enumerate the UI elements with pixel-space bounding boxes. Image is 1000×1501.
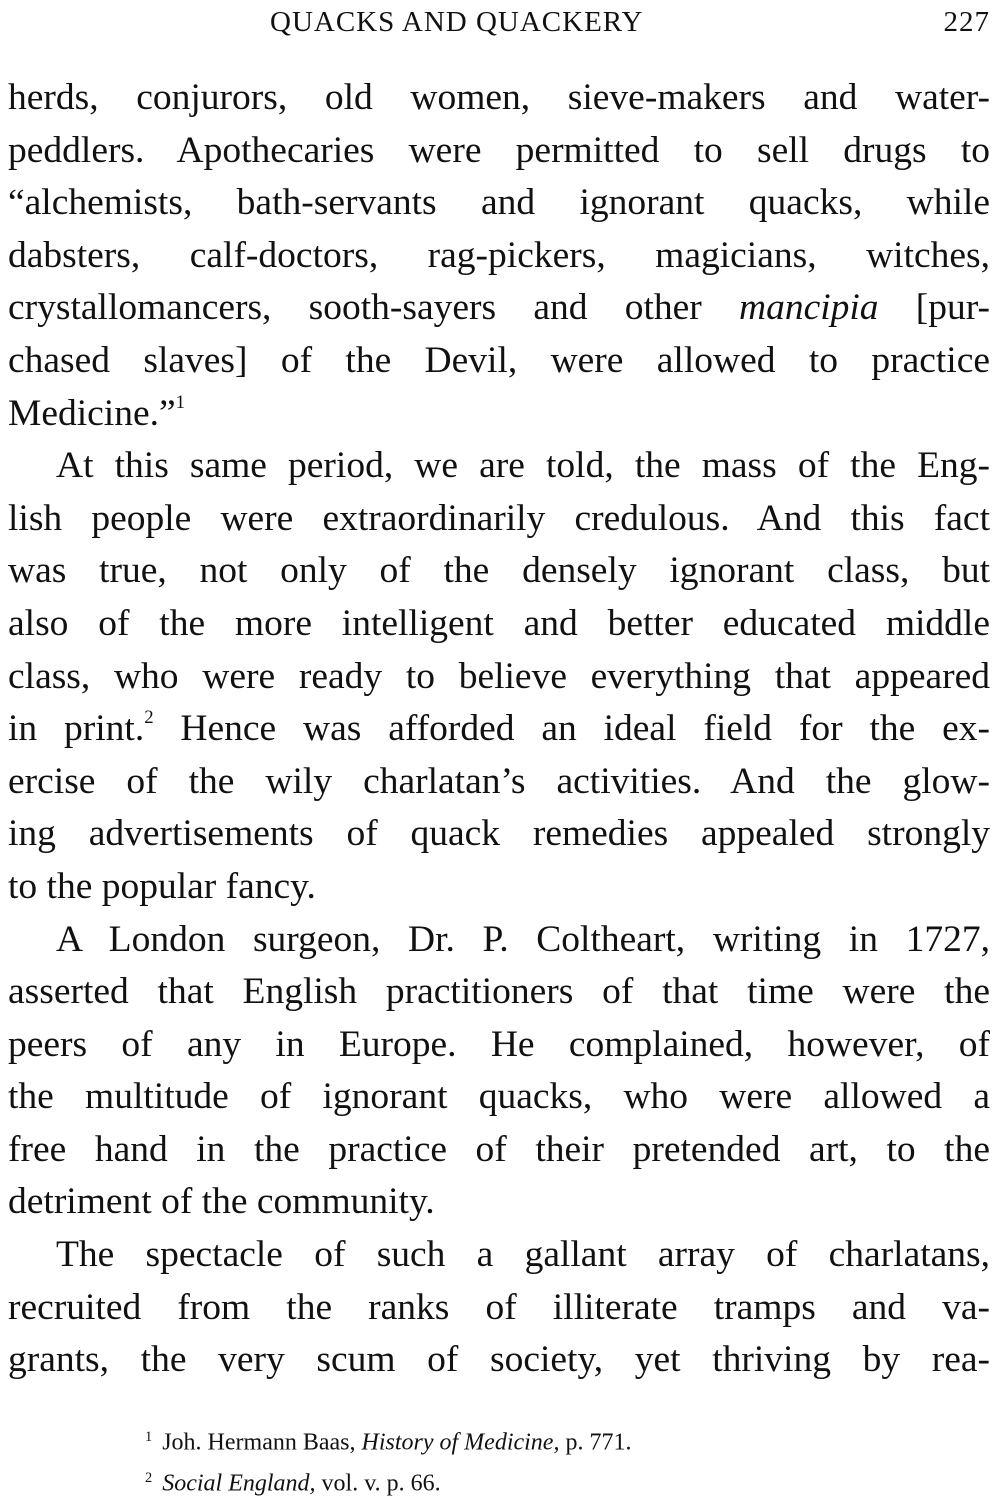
- footnote-text: p. 771.: [559, 1429, 632, 1456]
- footnote-title: History of Medicine,: [361, 1429, 560, 1456]
- text-line: recruited from the ranks of illiterate tramps and va-: [8, 1286, 990, 1328]
- italic-term: mancipia: [738, 287, 879, 329]
- paragraph-3: [8, 914, 990, 1230]
- paragraph-1: [8, 72, 990, 440]
- text-line: chased slaves] of the Devil, were allowed to practice: [8, 339, 990, 381]
- text-line: asserted that English practitioners of that time were the: [8, 971, 990, 1013]
- text-run: in print.: [8, 708, 145, 750]
- text-line: ing advertisements of quack remedies appealed strongly: [8, 813, 990, 855]
- text-run: crystallomancers, sooth-sayers and other: [8, 287, 739, 329]
- paragraph-2: [8, 440, 990, 913]
- text-line: dabsters, calf-doctors, rag-pickers, magicians, witches,: [8, 234, 990, 276]
- footnote-reference: 2: [144, 707, 154, 729]
- text-line: [8, 703, 990, 756]
- text-line: “alchemists, bath-servants and ignorant quacks, while: [8, 182, 990, 224]
- text-run: Medicine.”: [8, 392, 176, 434]
- text-line: A London surgeon, Dr. P. Coltheart, writing in 1727,: [56, 918, 990, 960]
- footnote-text: vol. v. p. 66.: [315, 1470, 441, 1497]
- text-line: grants, the very scum of society, yet thriving by rea-: [8, 1339, 990, 1381]
- text-line: was true, not only of the densely ignorant class, but: [8, 550, 990, 592]
- text-line: free hand in the practice of their pretended art, to the: [8, 1128, 990, 1170]
- running-head: [8, 6, 990, 46]
- text-line: the multitude of ignorant quacks, who were allowed a: [8, 1076, 990, 1118]
- text-run: [pur-: [878, 287, 990, 329]
- text-line: At this same period, we are told, the mass of the Eng-: [56, 445, 990, 487]
- footnotes: [145, 1420, 965, 1501]
- page-number: 227: [943, 6, 990, 38]
- running-title: QUACKS AND QUACKERY: [270, 6, 644, 38]
- text-line: ercise of the wily charlatan’s activities. And the glow-: [8, 760, 990, 802]
- footnote-reference: 1: [175, 391, 186, 413]
- footnote-1: [145, 1420, 965, 1461]
- text-line: to the popular fancy.: [8, 865, 316, 907]
- text-line: also of the more intelligent and better educated middle: [8, 602, 990, 644]
- text-line: The spectacle of such a gallant array of charlatans,: [56, 1234, 990, 1276]
- footnote-2: [145, 1461, 965, 1501]
- text-line: [8, 282, 990, 335]
- text-line: class, who were ready to believe everything that appeared: [8, 655, 990, 697]
- text-line: herds, conjurors, old women, sieve-makers and water-: [8, 77, 990, 118]
- text-line: detriment of the community.: [8, 1181, 435, 1223]
- text-line: [8, 388, 990, 441]
- text-line: peers of any in Europe. He complained, however, of: [8, 1023, 990, 1065]
- paragraph-4: [8, 1229, 990, 1387]
- footnote-text: Joh. Hermann Baas,: [162, 1429, 362, 1456]
- footnote-title: Social England,: [162, 1470, 316, 1497]
- text-line: lish people were extraordinarily credulous. And this fact: [8, 497, 990, 539]
- footnote-mark: 1: [145, 1429, 153, 1445]
- text-line: peddlers. Apothecaries were permitted to sell drugs to: [8, 129, 990, 171]
- footnote-mark: 2: [145, 1469, 153, 1486]
- text-run: Hence was afforded an ideal field for the ex-: [153, 708, 990, 750]
- body-text: [8, 72, 990, 1387]
